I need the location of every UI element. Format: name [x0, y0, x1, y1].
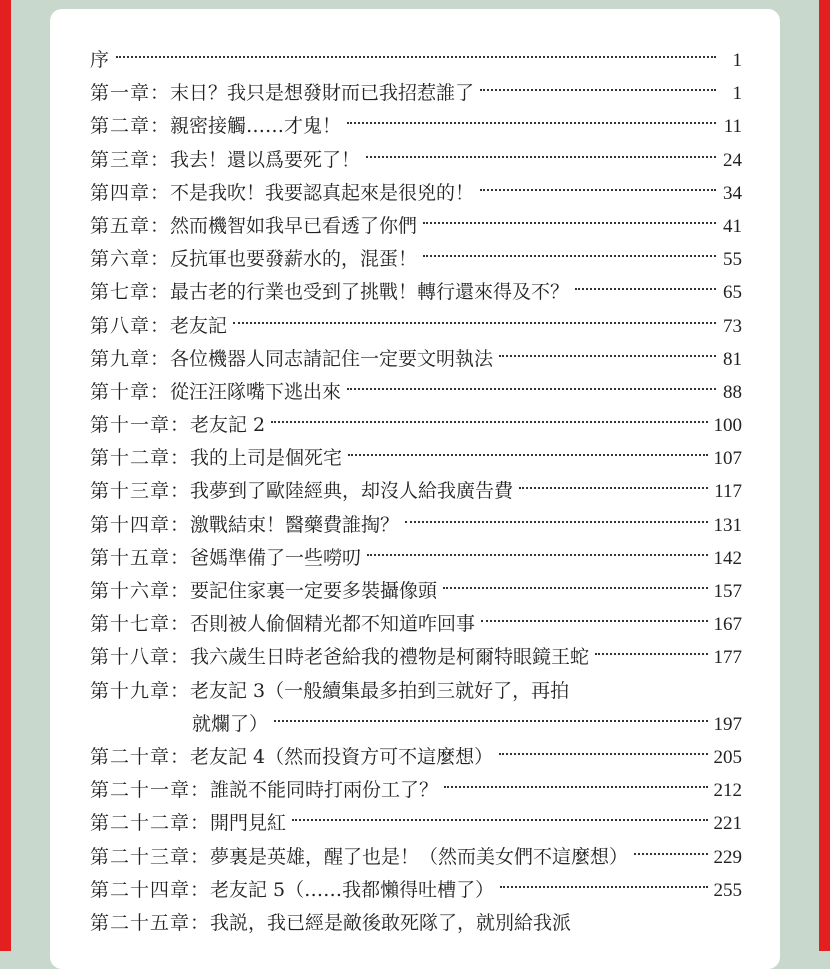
toc-chapter-title: 末日？我只是想發財而已我招惹誰了	[170, 82, 475, 105]
toc-chapter-label: 第十一章：	[90, 414, 191, 437]
toc-chapter-label: 第四章：	[90, 181, 171, 204]
toc-row[interactable]	[90, 144, 742, 177]
toc-row[interactable]	[90, 310, 742, 343]
toc-chapter-label: 第十二章：	[90, 447, 191, 470]
toc-chapter-title: 各位機器人同志請記住一定要文明執法	[170, 347, 494, 370]
toc-page-number: 117	[714, 481, 742, 503]
toc-leader-dots	[116, 56, 716, 58]
toc-row[interactable]	[90, 376, 742, 409]
left-red-border	[0, 0, 11, 951]
toc-leader-dots	[444, 786, 707, 788]
toc-row[interactable]	[90, 177, 742, 210]
toc-leader-dots	[480, 89, 716, 91]
toc-page-number: 107	[713, 448, 742, 470]
toc-page-number: 177	[713, 647, 742, 669]
toc-page-number: 1	[732, 83, 742, 105]
toc-chapter-label: 第十章：	[90, 380, 171, 403]
toc-page-number: 255	[713, 879, 742, 901]
toc-chapter-label: 第十九章：	[90, 679, 191, 702]
toc-chapter-title: 就爛了）	[192, 712, 269, 735]
toc-leader-dots	[366, 156, 716, 158]
toc-chapter-label: 第八章：	[90, 314, 171, 337]
toc-leader-dots	[274, 720, 707, 722]
toc-leader-dots	[634, 853, 707, 855]
toc-page-number: 167	[713, 614, 742, 636]
toc-leader-dots	[423, 255, 716, 257]
toc-chapter-title: 激戰結束！醫藥費誰掏？	[190, 513, 400, 536]
toc-chapter-title: 老友記 2	[190, 414, 266, 437]
toc-chapter-title: 爸媽準備了一些嘮叨	[190, 546, 362, 569]
toc-row[interactable]	[90, 841, 742, 874]
toc-row[interactable]	[90, 509, 742, 542]
toc-leader-dots	[500, 886, 707, 888]
toc-leader-dots	[480, 189, 716, 191]
toc-leader-dots	[348, 454, 707, 456]
right-red-border	[819, 0, 830, 951]
toc-row[interactable]	[90, 608, 742, 641]
toc-chapter-label: 第二十一章：	[90, 779, 211, 802]
toc-chapter-label: 第六章：	[90, 248, 171, 271]
toc-page-number: 24	[723, 149, 742, 171]
toc-chapter-title: 要記住家裏一定要多裝攝像頭	[190, 580, 438, 602]
toc-chapter-title: 開門見紅	[210, 812, 287, 835]
toc-chapter-title: 親密接觸……才鬼！	[170, 115, 342, 138]
toc-page-number: 212	[713, 780, 742, 802]
toc-leader-dots	[405, 521, 707, 523]
toc-page-number: 88	[723, 381, 742, 403]
toc-page-number: 11	[723, 116, 742, 138]
toc-leader-dots	[292, 819, 707, 821]
toc-leader-dots	[423, 222, 716, 224]
toc-chapter-label: 第五章：	[90, 214, 171, 237]
toc-chapter-label: 第三章：	[90, 148, 171, 171]
toc-leader-dots	[575, 288, 716, 290]
toc-chapter-title: 老友記 3（一般續集最多拍到三就好了，再拍	[190, 679, 570, 702]
toc-chapter-label: 第十六章：	[90, 580, 191, 602]
toc-page-number: 205	[713, 746, 742, 768]
toc-leader-dots	[271, 421, 707, 423]
toc-leader-dots	[347, 388, 716, 390]
toc-row[interactable]	[90, 110, 742, 143]
toc-row[interactable]	[90, 774, 742, 807]
toc-row[interactable]	[90, 641, 742, 674]
toc-chapter-label: 序	[90, 49, 111, 71]
toc-row[interactable]	[90, 77, 742, 110]
toc-page-number: 229	[713, 846, 742, 868]
toc-chapter-label: 第二十三章：	[90, 845, 211, 868]
toc-row[interactable]	[90, 542, 742, 575]
toc-page-number: 131	[713, 514, 742, 536]
toc-page-number: 65	[723, 282, 742, 304]
toc-row-continuation[interactable]	[90, 708, 742, 741]
toc-page-number: 221	[713, 813, 742, 835]
toc-chapter-title: 老友記 5（……我都懶得吐槽了）	[210, 878, 495, 901]
toc-row[interactable]	[90, 243, 742, 276]
toc-chapter-label: 第二十章：	[90, 745, 191, 768]
toc-chapter-title: 老友記 4（然而投資方可不這麼想）	[190, 745, 494, 768]
toc-leader-dots	[367, 554, 707, 556]
toc-page-number: 41	[723, 215, 742, 237]
toc-page-number: 157	[713, 581, 742, 602]
toc-chapter-label: 第十三章：	[90, 480, 191, 503]
toc-chapter-title: 老友記	[170, 314, 228, 337]
toc-row[interactable]	[90, 741, 742, 774]
toc-page-number: 142	[713, 547, 742, 569]
table-of-contents	[90, 44, 742, 940]
toc-leader-dots	[443, 587, 707, 589]
toc-chapter-label: 第七章：	[90, 281, 171, 304]
toc-leader-dots	[481, 620, 707, 622]
toc-chapter-label: 第十五章：	[90, 546, 191, 569]
toc-chapter-title: 誰説不能同時打兩份工了？	[210, 779, 439, 802]
toc-chapter-title: 我六歲生日時老爸給我的禮物是柯爾特眼鏡王蛇	[190, 646, 590, 669]
toc-chapter-title: 最古老的行業也受到了挑戰！轉行還來得及不？	[170, 281, 570, 304]
toc-chapter-label: 第九章：	[90, 347, 171, 370]
toc-leader-dots	[499, 753, 707, 755]
toc-chapter-label: 第二十五章：	[90, 911, 211, 934]
toc-chapter-title: 我夢到了歐陸經典，却沒人給我廣告費	[190, 480, 514, 503]
toc-chapter-title: 我去！還以爲要死了！	[170, 148, 361, 171]
toc-row[interactable]	[90, 409, 742, 442]
toc-page-number: 100	[713, 415, 742, 437]
toc-chapter-title: 反抗軍也要發薪水的，混蛋！	[170, 248, 418, 271]
toc-row[interactable]	[90, 575, 742, 608]
toc-chapter-label: 第二章：	[90, 115, 171, 138]
toc-leader-dots	[347, 122, 716, 124]
toc-row[interactable]	[90, 907, 742, 940]
toc-chapter-title: 我説，我已經是敵後敢死隊了，就別給我派	[210, 911, 572, 934]
toc-row[interactable]	[90, 210, 742, 243]
toc-chapter-title: 然而機智如我早已看透了你們	[170, 214, 418, 237]
toc-chapter-title: 從汪汪隊嘴下逃出來	[170, 380, 342, 403]
toc-row[interactable]	[90, 442, 742, 475]
toc-row[interactable]	[90, 807, 742, 840]
toc-chapter-title: 夢裏是英雄，醒了也是！（然而美女們不這麼想）	[210, 845, 629, 868]
toc-row[interactable]	[90, 475, 742, 508]
toc-chapter-label: 第二十四章：	[90, 878, 211, 901]
toc-page-number: 34	[723, 182, 742, 204]
toc-page-number: 73	[723, 315, 742, 337]
toc-row[interactable]	[90, 276, 742, 309]
toc-page-number: 55	[723, 249, 742, 271]
toc-page	[50, 9, 780, 969]
toc-row[interactable]	[90, 874, 742, 907]
toc-leader-dots	[499, 355, 716, 357]
toc-chapter-label: 第十四章：	[90, 513, 191, 536]
toc-chapter-title: 否則被人偷個精光都不知道咋回事	[190, 613, 476, 636]
toc-chapter-title: 我的上司是個死宅	[190, 447, 343, 470]
toc-row[interactable]	[90, 44, 742, 77]
toc-page-number: 81	[723, 348, 742, 370]
toc-chapter-label: 第十七章：	[90, 613, 191, 636]
toc-chapter-title: 不是我吹！我要認真起來是很兇的！	[170, 181, 475, 204]
toc-page-number: 1	[732, 50, 742, 71]
toc-row[interactable]	[90, 675, 742, 708]
toc-leader-dots	[595, 653, 707, 655]
toc-chapter-label: 第二十二章：	[90, 812, 211, 835]
toc-chapter-label: 第一章：	[90, 82, 171, 105]
toc-chapter-label: 第十八章：	[90, 646, 191, 669]
toc-page-number: 197	[713, 713, 742, 735]
toc-row[interactable]	[90, 343, 742, 376]
toc-leader-dots	[519, 487, 708, 489]
toc-leader-dots	[233, 322, 716, 324]
